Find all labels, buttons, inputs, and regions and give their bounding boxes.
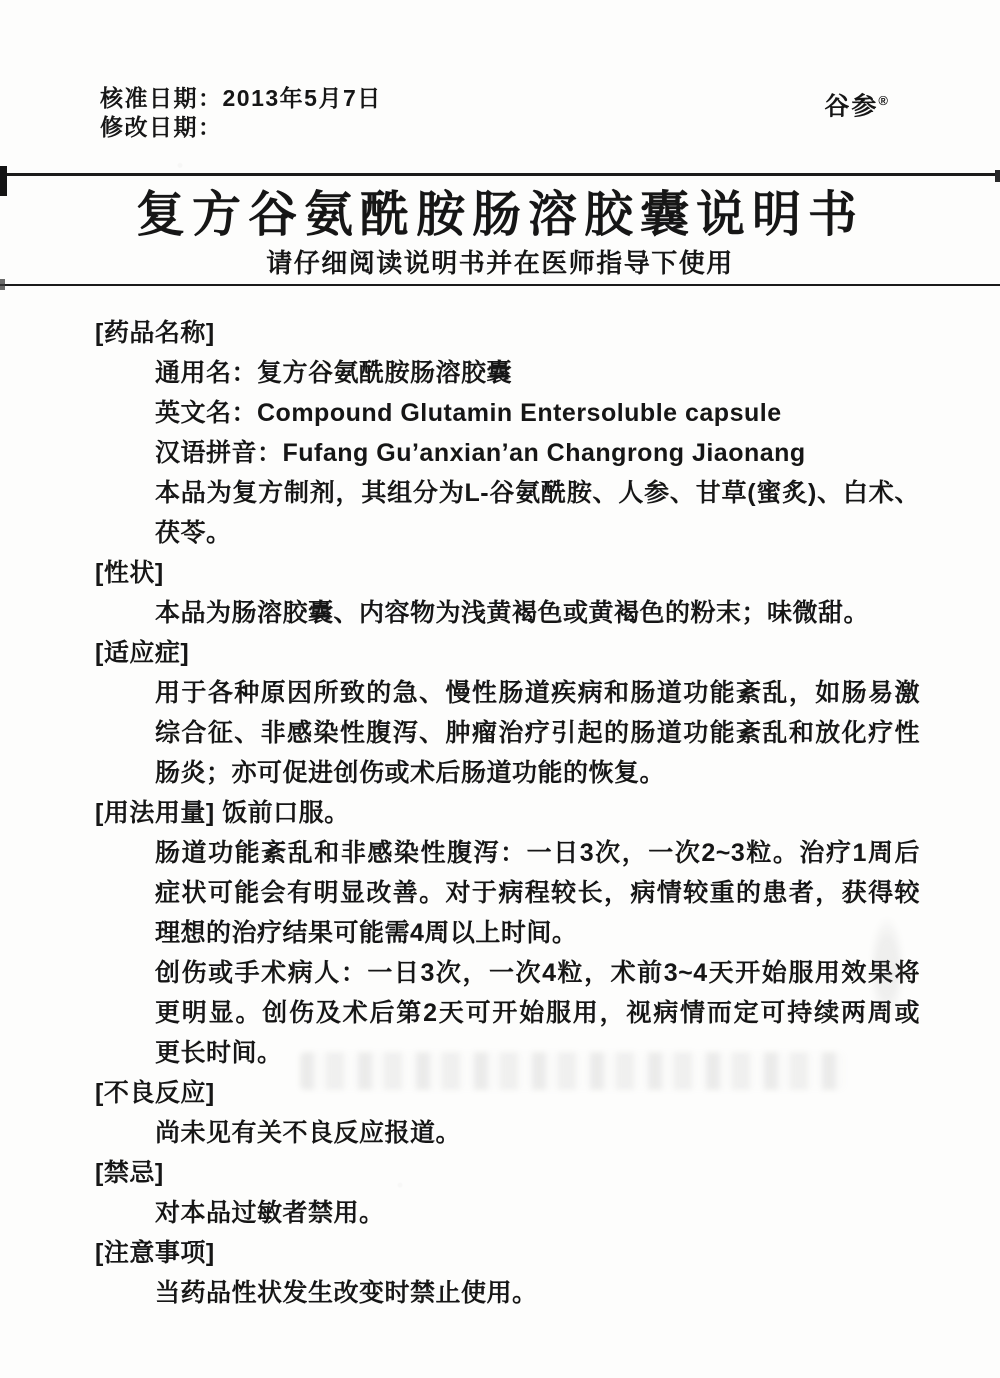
line-dosage-2: 症状可能会有明显改善。对于病程较长，病情较重的患者，获得较 [155,879,920,907]
line-english-name: 英文名：Compound Glutamin Entersoluble capsule [155,399,782,427]
line-dosage-1: 肠道功能紊乱和非感染性腹泻：一日3次，一次2~3粒。治疗1周后 [155,839,920,867]
line-pinyin-name: 汉语拼音：Fufang Gu’anxian’an Changrong Jiaonang [155,439,806,467]
scan-edge-artifact [0,279,5,290]
brand-logo [824,86,888,121]
masthead [0,176,1000,279]
divider-rule [0,284,1000,286]
line-dosage-surgery-1: 创伤或手术病人：一日3次，一次4粒，术前3~4天开始服用效果将 [155,959,920,987]
approval-date: 核准日期：2013年5月7日 [100,85,382,111]
line-contraindications: 对本品过敏者禁用。 [155,1199,385,1227]
top-meta [0,0,1000,142]
heading-adverse-reactions: [不良反应] [95,1079,215,1107]
line-dosage-3: 理想的治疗结果可能需4周以上时间。 [155,919,578,947]
scan-edge-artifact [995,170,1000,182]
leaflet-body [0,313,1000,1313]
line-dosage-surgery-3: 更长时间。 [155,1039,283,1067]
line-generic-name: 通用名：复方谷氨酰胺肠溶胶囊 [155,359,513,387]
heading-dosage: [用法用量] 饭前口服。 [95,799,350,827]
line-adverse-reactions: 尚未见有关不良反应报道。 [155,1119,462,1147]
line-precautions: 当药品性状发生改变时禁止使用。 [155,1279,538,1307]
line-dosage-surgery-2: 更明显。创伤及术后第2天可开始服用，视病情而定可持续两周或 [155,999,920,1027]
heading-drug-name: [药品名称] [95,319,215,347]
heading-contraindications: [禁忌] [95,1159,164,1187]
line-indications-3: 肠炎；亦可促进创伤或术后肠道功能的恢复。 [155,759,666,787]
scan-smudge [300,1052,845,1090]
line-description: 本品为肠溶胶囊、内容物为浅黄褐色或黄褐色的粉末；味微甜。 [155,599,870,627]
line-composition-1: 本品为复方制剂，其组分为L-谷氨酰胺、人参、甘草(蜜炙)、白术、 [155,479,920,507]
brand-name: 谷参 [824,92,879,121]
leaflet-title: 复方谷氨酰胺肠溶胶囊说明书 [135,188,864,242]
leaflet-subtitle: 请仔细阅读说明书并在医师指导下使用 [266,248,734,278]
line-indications-1: 用于各种原因所致的急、慢性肠道疾病和肠道功能紊乱，如肠易激 [155,679,920,707]
heading-description: [性状] [95,559,164,587]
heading-indications: [适应症] [95,639,190,667]
revision-date: 修改日期： [100,114,223,140]
scan-edge-artifact [0,166,7,196]
registered-trademark-symbol: ® [878,93,888,108]
scan-smudge [870,918,904,1018]
line-composition-2: 茯苓。 [155,519,232,547]
line-indications-2: 综合征、非感染性腹泻、肿瘤治疗引起的肠道功能紊乱和放化疗性 [155,719,920,747]
heading-precautions: [注意事项] [95,1239,215,1267]
